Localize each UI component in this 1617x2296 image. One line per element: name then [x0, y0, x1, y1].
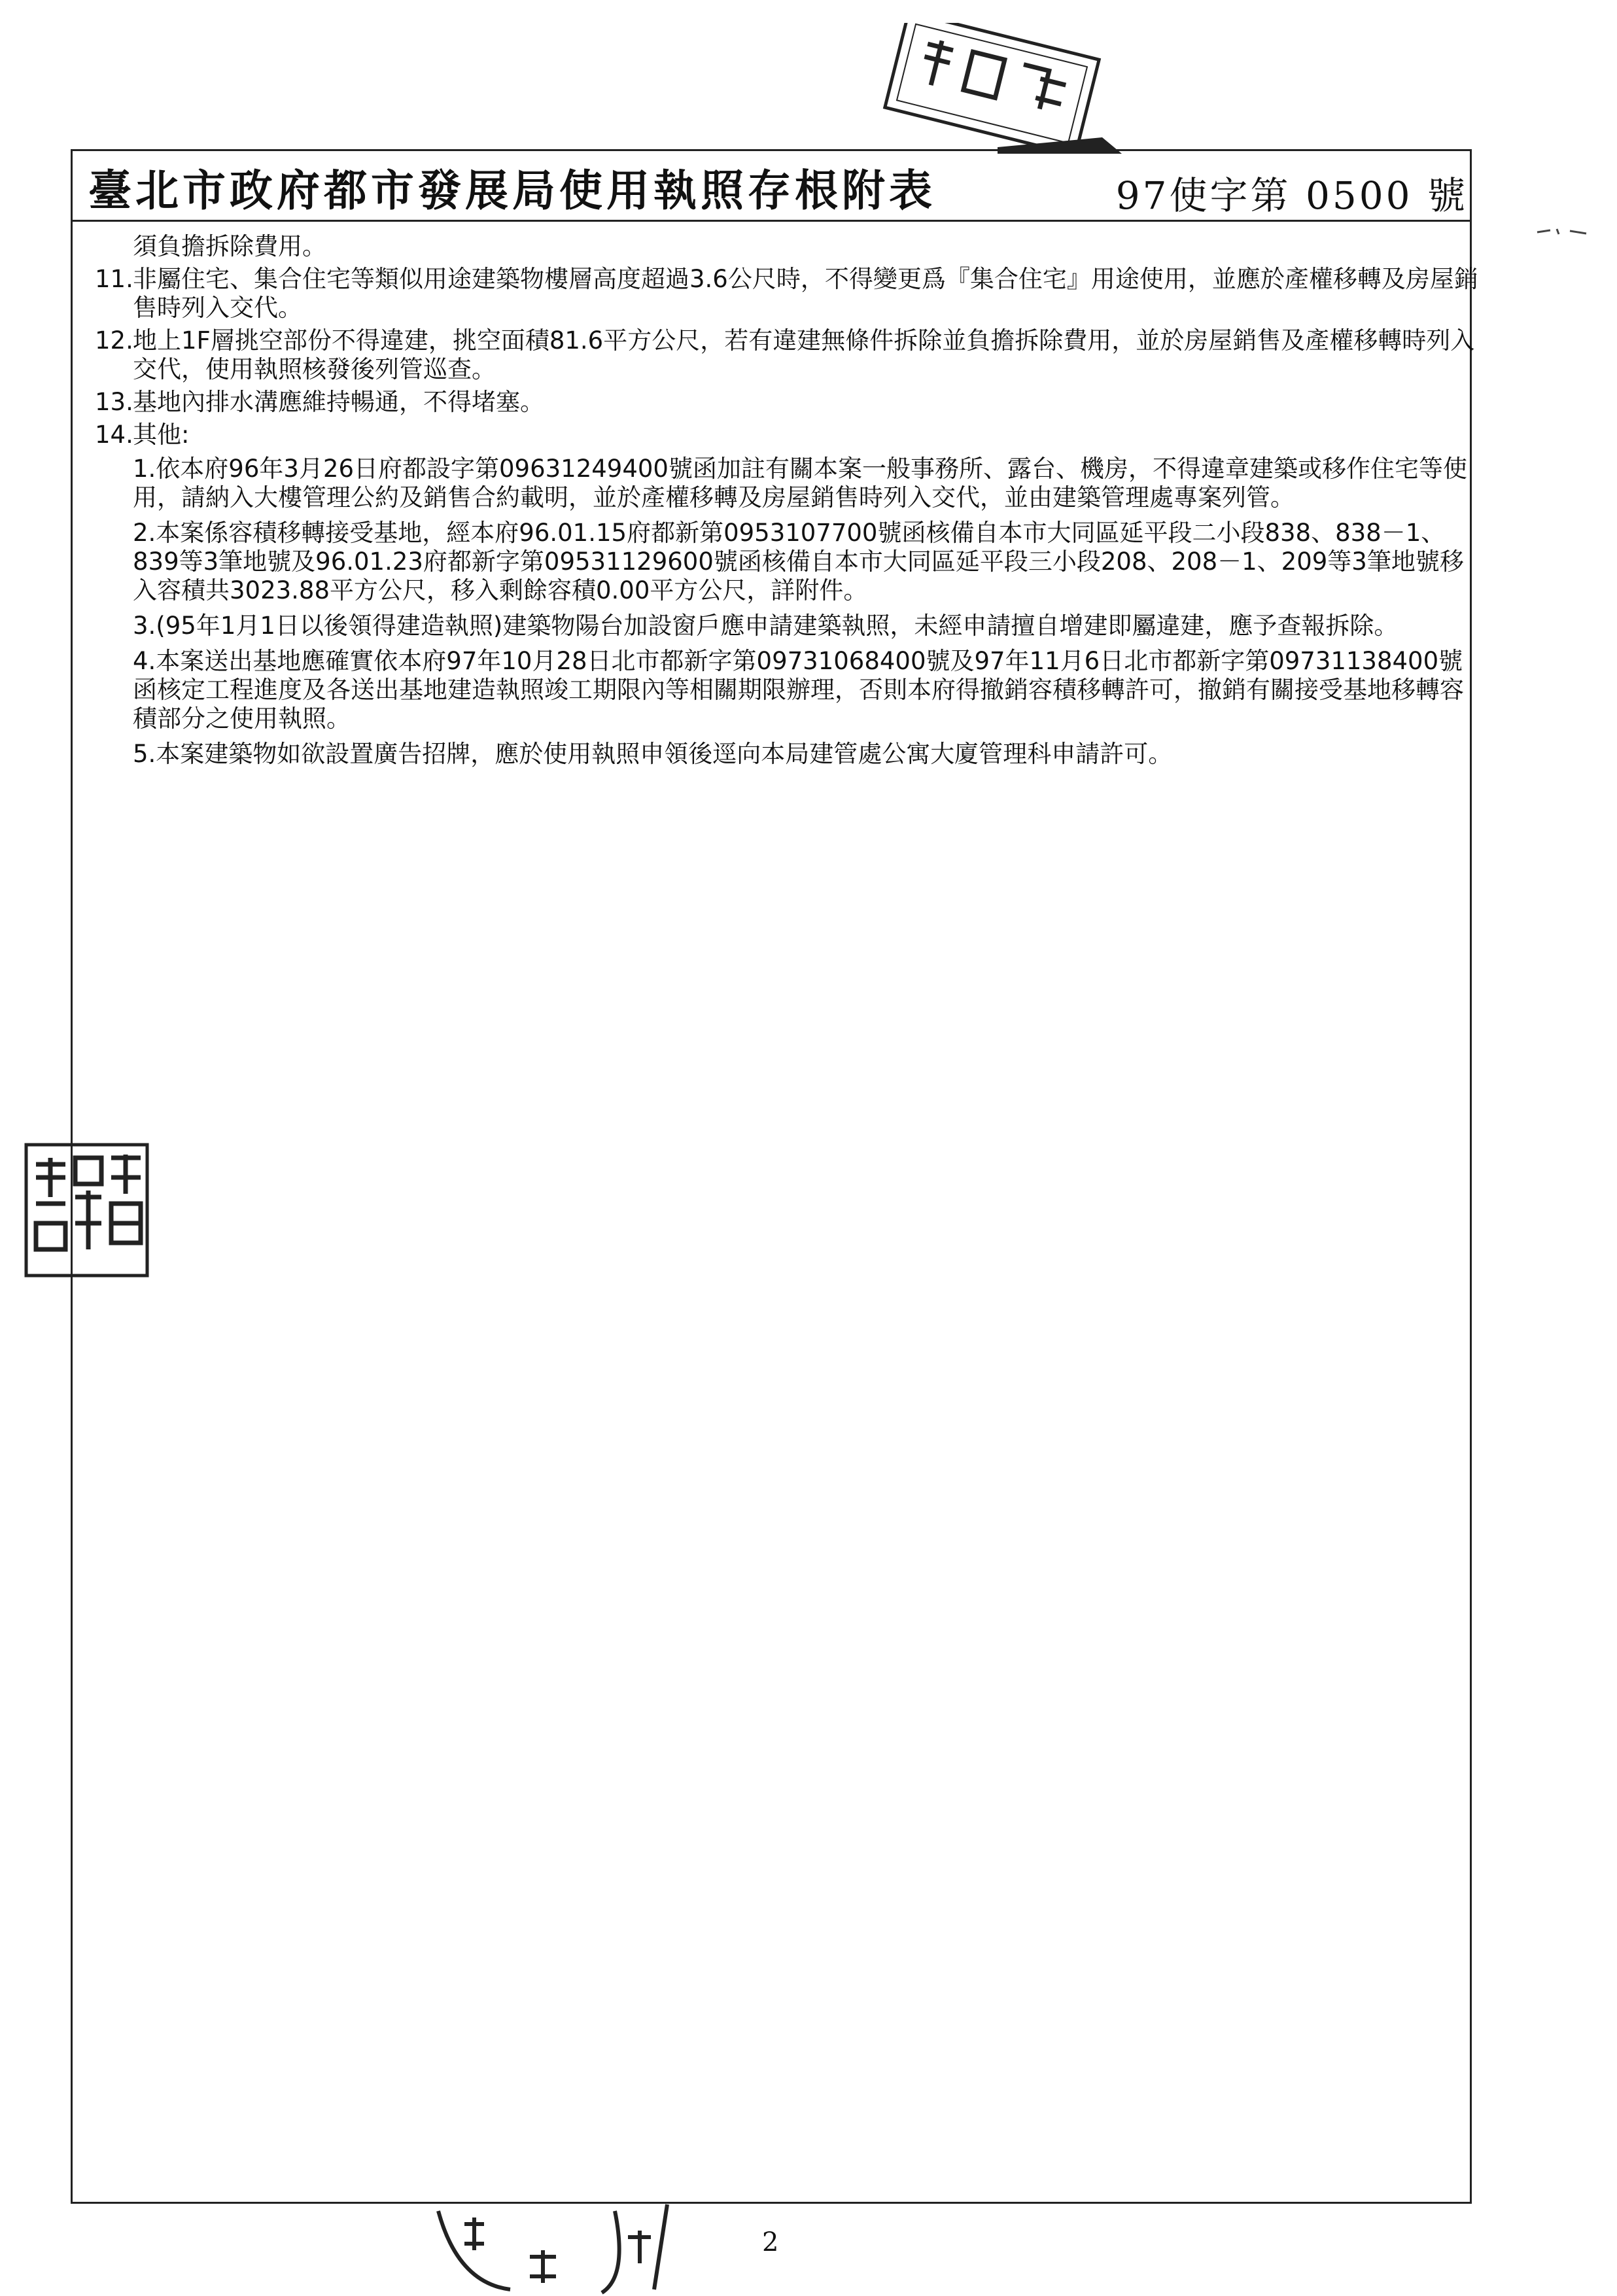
list-item: [95, 326, 1482, 384]
sub-item: 2.本案係容積移轉接受基地，經本府96.01.15府都新第0953107700號函核備自本市大同區延平段二小段838、838－1、839等3筆地號及96.01.23府都新字第09531129600號函核備自本市大同區延平段三小段208、208－1、209等3筆地號移入容積共3023.88平方公尺，移入剩餘容積0.00平方公尺，詳附件。: [133, 519, 1464, 604]
item-text: 其他:: [133, 421, 190, 449]
official-seal-icon: [867, 23, 1128, 154]
item-number: 14.: [95, 421, 133, 449]
item-text: 基地內排水溝應維持暢通，不得堵塞。: [133, 388, 544, 416]
document-title: 臺北市政府都市發展局使用執照存根附表: [88, 165, 936, 216]
item-text: 地上1F層挑空部份不得違建，挑空面積81.6平方公尺，若有違建無條件拆除並負擔拆除費用，並於房屋銷售及產權移轉時列入交代，使用執照核發後列管巡查。: [133, 326, 1475, 383]
official-seal-icon: [432, 2198, 693, 2296]
item-number: 11.: [95, 265, 133, 293]
sub-item: 1.依本府96年3月26日府都設字第09631249400號函加註有關本案一般事務所、露台、機房，不得違章建築或移作住宅等使用，請納入大樓管理公約及銷售合約載明，並於產權移轉及房屋銷售時列入交代，並由建築管理處專案列管。: [133, 455, 1467, 512]
official-seal-icon: [23, 1138, 154, 1289]
list-item: [95, 265, 1482, 322]
header-divider: [71, 220, 1472, 222]
pen-mark-icon: [1531, 219, 1596, 245]
document-body: [95, 232, 1482, 775]
sub-item: 4.本案送出基地應確實依本府97年10月28日北市都新字第09731068400號及97年11月6日北市都新字第09731138400號函核定工程進度及各送出基地建造執照竣工期限內等相關期限辦理，否則本府得撤銷容積移轉許可，撤銷有關接受基地移轉容積部分之使用執照。: [133, 647, 1464, 733]
sub-item: 3.(95年1月1日以後領得建造執照)建築物陽台加設窗戶應申請建築執照，未經申請擅自增建即屬違建，應予查報拆除。: [133, 612, 1399, 640]
item-number: 12.: [95, 326, 133, 355]
list-item: [95, 388, 1482, 417]
item-number: 13.: [95, 388, 133, 416]
continuation-line: 須負擔拆除費用。: [133, 232, 326, 260]
page-number: 2: [762, 2227, 779, 2257]
item-text: 非屬住宅、集合住宅等類似用途建築物樓層高度超過3.6公尺時，不得變更爲『集合住宅』用途使用，並應於產權移轉及房屋銷售時列入交代。: [133, 265, 1478, 322]
sub-item: 5.本案建築物如欲設置廣告招牌，應於使用執照申領後逕向本局建管處公寓大廈管理科申請許可。: [133, 740, 1173, 768]
list-item: [95, 421, 1482, 449]
document-number: 97使字第 0500 號: [1115, 173, 1468, 218]
